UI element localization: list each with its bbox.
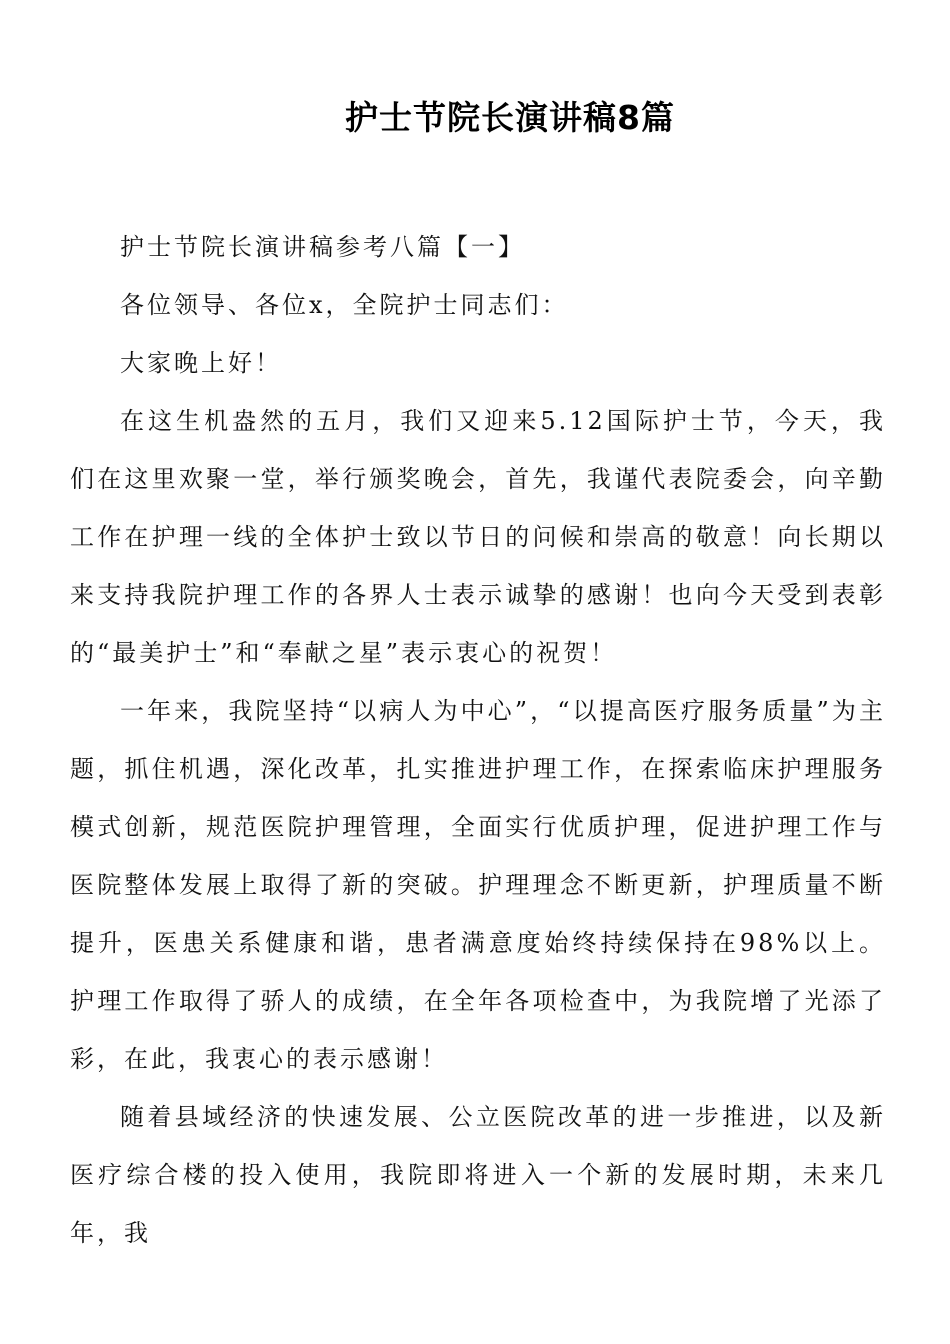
document-body: [70, 218, 886, 1262]
paragraph-intro: 在这生机盎然的五月，我们又迎来5.12国际护士节，今天，我们在这里欢聚一堂，举行颁奖晚会，首先，我谨代表院委会，向辛勤工作在护理一线的全体护士致以节日的问候和崇高的敬意！向长期以来支持我院护理工作的各界人士表示诚挚的感谢！也向今天受到表彰的“最美护士”和“奉献之星”表示衷心的祝贺！: [70, 407, 886, 667]
paragraph-achievements: 一年来，我院坚持“以病人为中心”，“以提高医疗服务质量”为主题，抓住机遇，深化改革，扎实推进护理工作，在探索临床护理服务模式创新，规范医院护理管理，全面实行优质护理，促进护理工作与医院整体发展上取得了新的突破。护理理念不断更新，护理质量不断提升，医患关系健康和谐，患者满意度始终持续保持在98%以上。护理工作取得了骄人的成绩，在全年各项检查中，为我院增了光添了彩，在此，我衷心的表示感谢！: [70, 697, 886, 1073]
greeting: 大家晚上好！: [120, 349, 282, 377]
paragraph-future: 随着县域经济的快速发展、公立医院改革的进一步推进，以及新医疗综合楼的投入使用，我院即将进入一个新的发展时期，未来几年，我: [70, 1103, 886, 1247]
document-title: 护士节院长演讲稿8篇: [345, 98, 675, 137]
salutation: 各位领导、各位x，全院护士同志们：: [120, 291, 569, 319]
section-heading: 护士节院长演讲稿参考八篇【一】: [120, 233, 525, 261]
